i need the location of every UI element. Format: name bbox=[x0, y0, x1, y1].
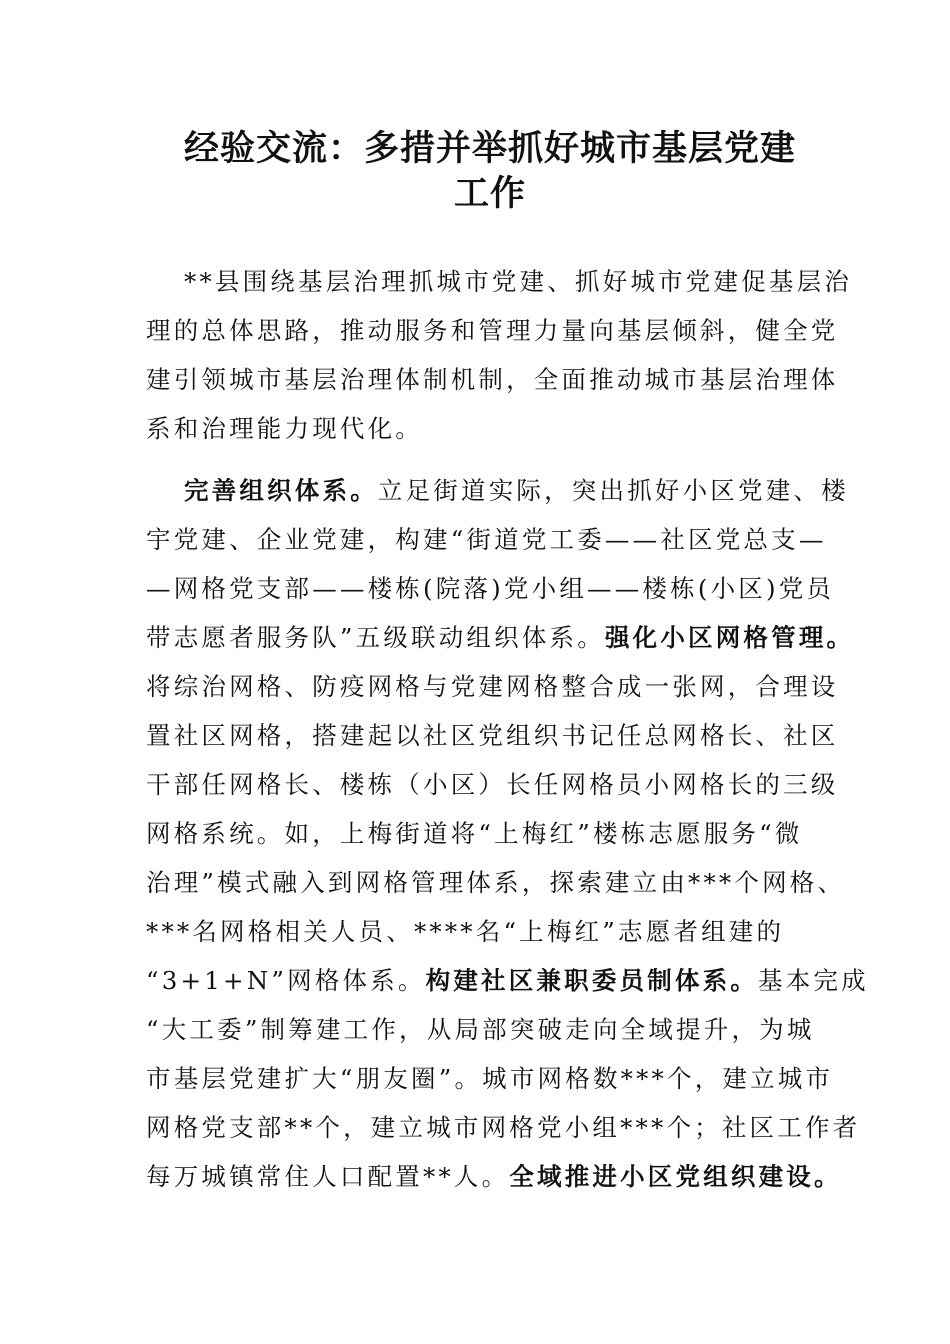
text-run: “3+1+N”网格体系。 bbox=[146, 966, 426, 995]
paragraph-intro bbox=[146, 257, 852, 453]
bold-heading-community: 全域推进小区党组织建设。 bbox=[509, 1162, 842, 1191]
text-line: 将综治网格、防疫网格与党建网格整合成一张网，合理设 bbox=[146, 672, 839, 701]
document-title bbox=[150, 126, 830, 216]
text-line: 宇党建、企业党建，构建“街道党工委——社区党总支— bbox=[146, 525, 827, 554]
text-line: —网格党支部——楼栋(院落)党小组——楼栋(小区)党员 bbox=[146, 574, 835, 603]
title-line-2: 工作 bbox=[453, 173, 526, 214]
text-line: 建引领城市基层治理体制机制，全面推动城市基层治理体 bbox=[146, 365, 839, 394]
title-line-1: 经验交流：多措并举抓好城市基层党建 bbox=[183, 128, 796, 169]
bold-heading-organization: 完善组织体系。 bbox=[184, 476, 378, 505]
text-line: 理的总体思路，推动服务和管理力量向基层倾斜，健全党 bbox=[146, 316, 839, 345]
paragraph-measures bbox=[146, 466, 869, 1201]
text-run: 带志愿者服务队”五级联动组织体系。 bbox=[146, 623, 605, 652]
text-line bbox=[146, 956, 869, 1005]
text-run: 基本完成 bbox=[758, 966, 869, 995]
text-line: 市基层党建扩大“朋友圈”。城市网格数***个，建立城市 bbox=[146, 1064, 834, 1093]
text-line: 网格党支部**个，建立城市网格党小组***个；社区工作者 bbox=[146, 1113, 861, 1142]
text-line: 置社区网格，搭建起以社区党组织书记任总网格长、社区 bbox=[146, 721, 839, 750]
text-line: 治理”模式融入到网格管理体系，探索建立由***个网格、 bbox=[146, 868, 846, 897]
text-run: 每万城镇常住人口配置**人。 bbox=[146, 1162, 510, 1191]
bold-heading-grid: 强化小区网格管理。 bbox=[604, 623, 855, 652]
text-line: 网格系统。如，上梅街道将“上梅红”楼栋志愿服务“微 bbox=[146, 819, 803, 848]
text-run: 立足街道实际，突出抓好小区党建、楼 bbox=[377, 476, 849, 505]
text-line bbox=[146, 1152, 842, 1201]
text-line: **县围绕基层治理抓城市党建、抓好城市党建促基层治 bbox=[184, 267, 852, 296]
text-line bbox=[146, 613, 855, 662]
text-line bbox=[146, 466, 849, 515]
text-line: “大工委”制筹建工作，从局部突破走向全域提升，为城 bbox=[146, 1015, 815, 1044]
text-line: 干部任网格长、楼栋（小区）长任网格员小网格长的三级 bbox=[146, 770, 839, 799]
text-line: ***名网格相关人员、****名“上梅红”志愿者组建的 bbox=[146, 917, 785, 946]
text-line: 系和治理能力现代化。 bbox=[146, 414, 423, 443]
bold-heading-committee: 构建社区兼职委员制体系。 bbox=[425, 966, 759, 995]
